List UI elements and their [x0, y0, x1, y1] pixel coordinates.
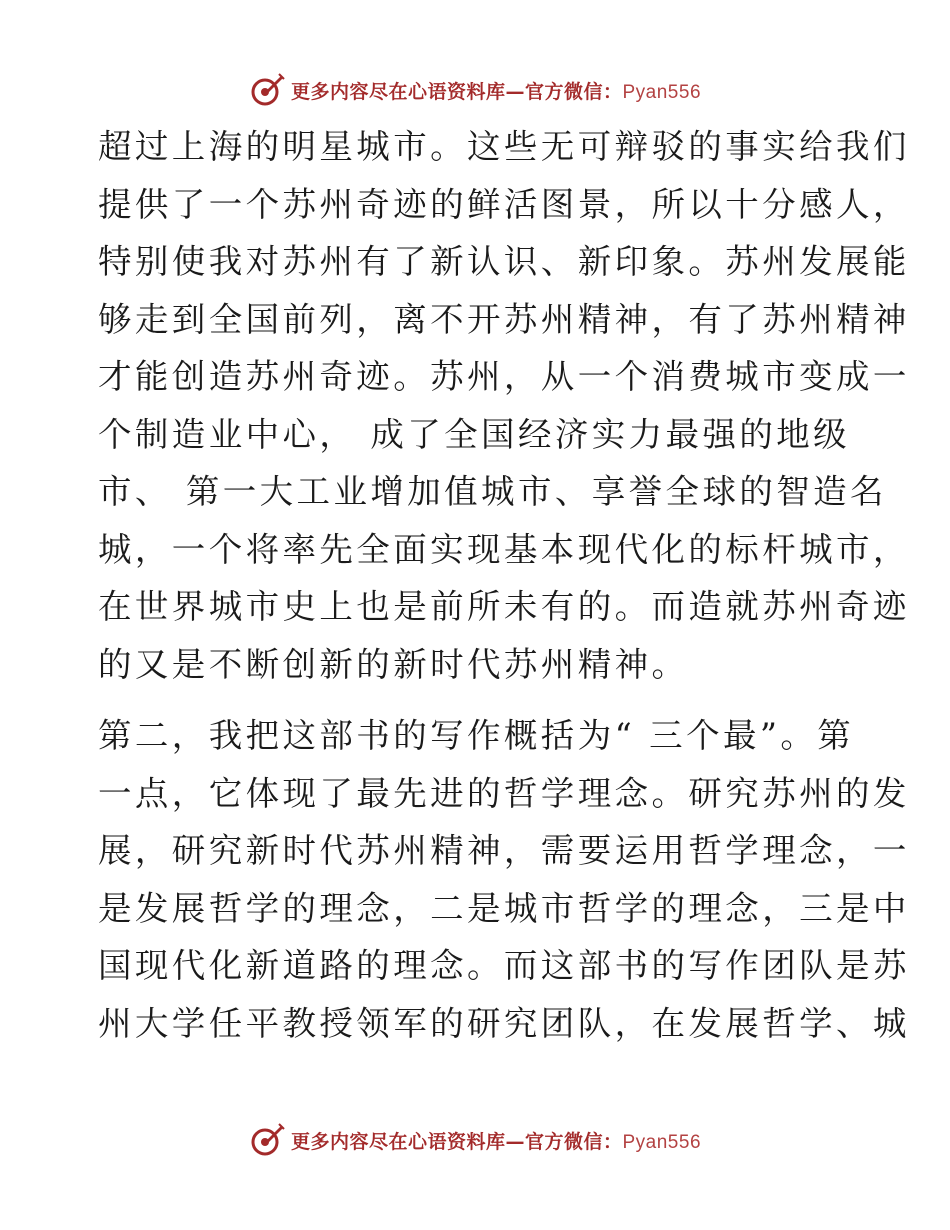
watermark-brand: 更多内容尽在心语资料库 [290, 80, 506, 103]
text-line: 才能创造苏州奇迹。苏州，从一个消费城市变成一 [98, 357, 910, 396]
watermark-handle: Pyan556 [622, 1131, 702, 1153]
text-line: 特别使我对苏州有了新认识、新印象。苏州发展能 [98, 242, 910, 281]
watermark-text [291, 1127, 701, 1154]
text-line: 第二，我把这部书的写作概括为“ 三个最”。第 [98, 716, 855, 755]
text-line: 展，研究新时代苏州精神，需要运用哲学理念，一 [98, 831, 910, 870]
paragraph [98, 707, 910, 1052]
watermark-separator: — [505, 80, 525, 103]
watermark-separator: — [505, 1130, 525, 1153]
pen-in-circle-icon [249, 1122, 285, 1158]
text-line: 是发展哲学的理念，二是城市哲学的理念，三是中 [98, 888, 910, 928]
text-line: 一点，它体现了最先进的哲学理念。研究苏州的发 [98, 773, 910, 813]
footer-watermark [0, 1120, 950, 1160]
text-line: 个制造业中心， 成了全国经济实力最强的地级 [98, 414, 851, 454]
text-line: 够走到全国前列，离不开苏州精神，有了苏州精神 [98, 299, 910, 339]
watermark-text [291, 77, 701, 104]
document-body [98, 118, 910, 1052]
text-line: 提供了一个苏州奇迹的鲜活图景，所以十分感人， [98, 184, 910, 224]
text-line: 在世界城市史上也是前所未有的。而造就苏州奇迹 [98, 587, 910, 626]
text-line: 州大学任平教授领军的研究团队，在发展哲学、城 [98, 1003, 910, 1043]
watermark-handle: Pyan556 [622, 81, 702, 103]
text-line: 国现代化新道路的理念。而这部书的写作团队是苏 [98, 946, 910, 985]
watermark-label: 官方微信： [524, 1130, 623, 1153]
pen-in-circle-icon [249, 72, 285, 108]
text-line: 超过上海的明星城市。这些无可辩驳的事实给我们 [98, 127, 910, 166]
paragraph [98, 118, 910, 693]
text-line: 城，一个将率先全面实现基本现代化的标杆城市， [98, 529, 910, 569]
text-line: 的又是不断创新的新时代苏州精神。 [98, 644, 689, 684]
watermark-brand: 更多内容尽在心语资料库 [290, 1130, 506, 1153]
watermark-label: 官方微信： [524, 80, 623, 103]
header-watermark [0, 70, 950, 110]
text-line: 市、 第一大工业增加值城市、享誉全球的智造名 [98, 472, 887, 511]
